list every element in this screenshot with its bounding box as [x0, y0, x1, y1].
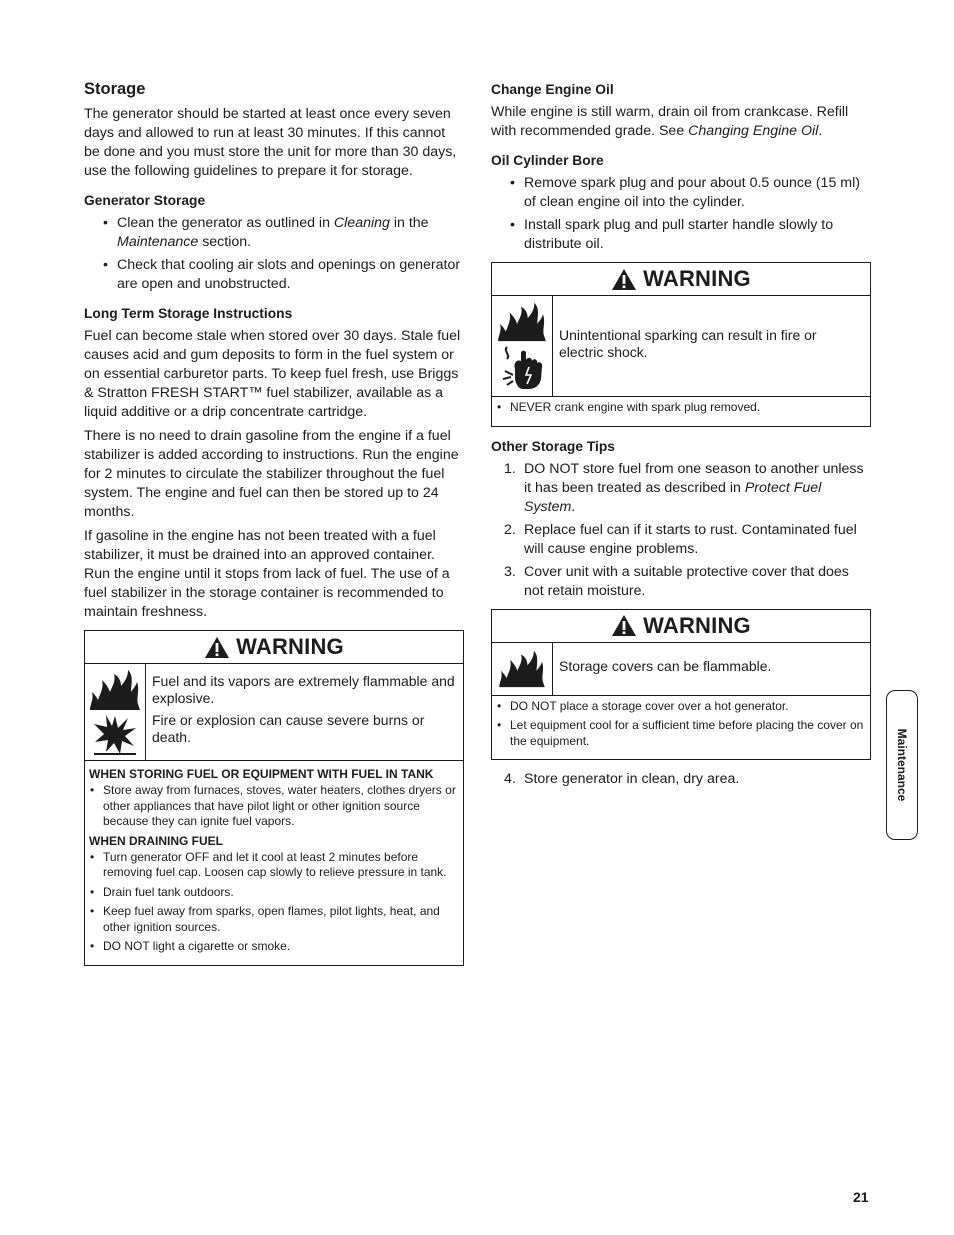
right-column [491, 80, 871, 793]
change-oil-text: While engine is still warm, drain oil from crankcase. Refill with recommended grade. See Changing Engine Oil. [491, 104, 849, 139]
list-item: • Check that cooling air slots and openings on generator are open and unobstructed. [84, 256, 464, 294]
warning-note-item: • Store away from furnaces, stoves, water heaters, clothes dryers or other appliances that have pilot light or other ignition source because they can ignite fuel vapors. [85, 783, 463, 830]
warning-title: WARNING [643, 612, 751, 638]
warning-header [492, 263, 870, 296]
warning-note-item: • DO NOT light a cigarette or smoke. [85, 939, 463, 955]
fire-icon [88, 668, 142, 712]
spark-warning-box [491, 262, 871, 427]
warning-text: Storage covers can be flammable. [559, 657, 772, 674]
oil-bore-list [491, 174, 871, 254]
side-tab-label: Maintenance [895, 728, 909, 802]
maintenance-ref: Maintenance [117, 234, 199, 250]
warning-title: WARNING [236, 634, 344, 659]
warning-note-item: • Turn generator OFF and let it cool at least 2 minutes before removing fuel cap. Loosen cap slowly to relieve pressure in tank. [85, 850, 463, 881]
warning-notes [492, 695, 870, 760]
changing-oil-ref: Changing Engine Oil [688, 123, 819, 139]
warning-notes [492, 396, 870, 426]
warning-title: WARNING [643, 266, 751, 291]
warning-triangle-icon [204, 636, 230, 659]
list-item: 3. Cover unit with a suitable protective cover that does not retain moisture. [504, 563, 849, 599]
warning-triangle-icon [611, 268, 637, 291]
list-item: 4. Store generator in clean, dry area. [504, 771, 740, 787]
warning-note-item: • DO NOT place a storage cover over a hot generator. [492, 699, 870, 715]
oil-bore-heading: Oil Cylinder Bore [491, 153, 604, 168]
list-item: • Install spark plug and pull starter handle slowly to distribute oil. [491, 216, 871, 254]
list-item: 2. Replace fuel can if it starts to rust. Contaminated fuel will cause engine problems. [504, 521, 857, 557]
other-tips-list-continued [491, 770, 871, 789]
warning-triangle-icon [611, 614, 637, 637]
storage-intro: The generator should be started at least once every seven days and allowed to run at least 30 minutes. If this cannot be done and you must store the unit for more than 30 days, use the following guidelines to prepare it for storage. [84, 106, 457, 179]
list-item: 1. DO NOT store fuel from one season to another unless it has been treated as described in Protect Fuel System. [504, 460, 864, 515]
left-column [84, 80, 464, 976]
long-term-p3: If gasoline in the engine has not been treated with a fuel stabilizer, it must be drained into an approved container. Run the engine until it stops from lack of fuel. The use of a fuel stabilizer in the storage container is recommended to maintain freshness. [84, 528, 450, 620]
warning-text-1: Fuel and its vapors are extremely flammable and explosive. [152, 673, 455, 706]
cover-warning-box [491, 609, 871, 761]
long-term-p2: There is no need to drain gasoline from the engine if a fuel stabilizer is added according to instructions. Run the engine for 2 minutes to circulate the stabilizer throughout the fuel system. The engine and fuel can then be stored up to 24 months. [84, 428, 459, 520]
warning-text-2: Fire or explosion can cause severe burns or death. [152, 712, 425, 745]
cleaning-ref: Cleaning [333, 215, 390, 231]
list-item: • Remove spark plug and pour about 0.5 ounce (15 ml) of clean engine oil into the cylinder. [491, 174, 871, 212]
warning-note-item: • Keep fuel away from sparks, open flames, pilot lights, heat, and other ignition sources. [85, 904, 463, 935]
draining-fuel-subheading: WHEN DRAINING FUEL [89, 833, 223, 848]
long-term-p1: Fuel can become stale when stored over 30 days. Stale fuel causes acid and gum deposits to form in the fuel system or on essential carburetor parts. To keep fuel fresh, use Briggs & Stratton FRESH START™ fuel stabilizer, available as a liquid additive or a drip concentrate cartridge. [84, 328, 461, 420]
explosion-icon [92, 712, 138, 756]
hazard-icons [85, 664, 146, 760]
warning-header [85, 631, 463, 664]
other-tips-heading: Other Storage Tips [491, 438, 615, 454]
electric-shock-icon [499, 345, 545, 391]
warning-header [492, 610, 870, 643]
hazard-icons [492, 296, 553, 396]
warning-note-item: • Let equipment cool for a sufficient time before placing the cover on the equipment. [492, 718, 870, 749]
warning-note-item: • Drain fuel tank outdoors. [85, 885, 463, 901]
warning-text: Unintentional sparking can result in fire or electric shock. [559, 326, 817, 360]
storage-heading: Storage [84, 80, 146, 98]
hazard-icons [492, 643, 553, 695]
list-item: • Clean the generator as outlined in Cleaning in the Maintenance section. [84, 214, 464, 252]
warning-note-item: • NEVER crank engine with spark plug removed. [492, 400, 870, 416]
protect-fuel-ref: Protect Fuel System [524, 479, 822, 515]
fire-icon [495, 301, 549, 343]
long-term-heading: Long Term Storage Instructions [84, 306, 293, 321]
other-tips-list [491, 460, 871, 601]
fuel-warning-box [84, 630, 464, 966]
page-number: 21 [853, 1189, 869, 1205]
change-oil-heading: Change Engine Oil [491, 82, 614, 97]
generator-storage-list [84, 214, 464, 294]
storing-fuel-subheading: WHEN STORING FUEL OR EQUIPMENT WITH FUEL IN TANK [89, 767, 434, 781]
warning-notes [85, 760, 463, 965]
section-side-tab [886, 690, 918, 840]
generator-storage-heading: Generator Storage [84, 193, 206, 208]
fire-icon [496, 649, 548, 689]
